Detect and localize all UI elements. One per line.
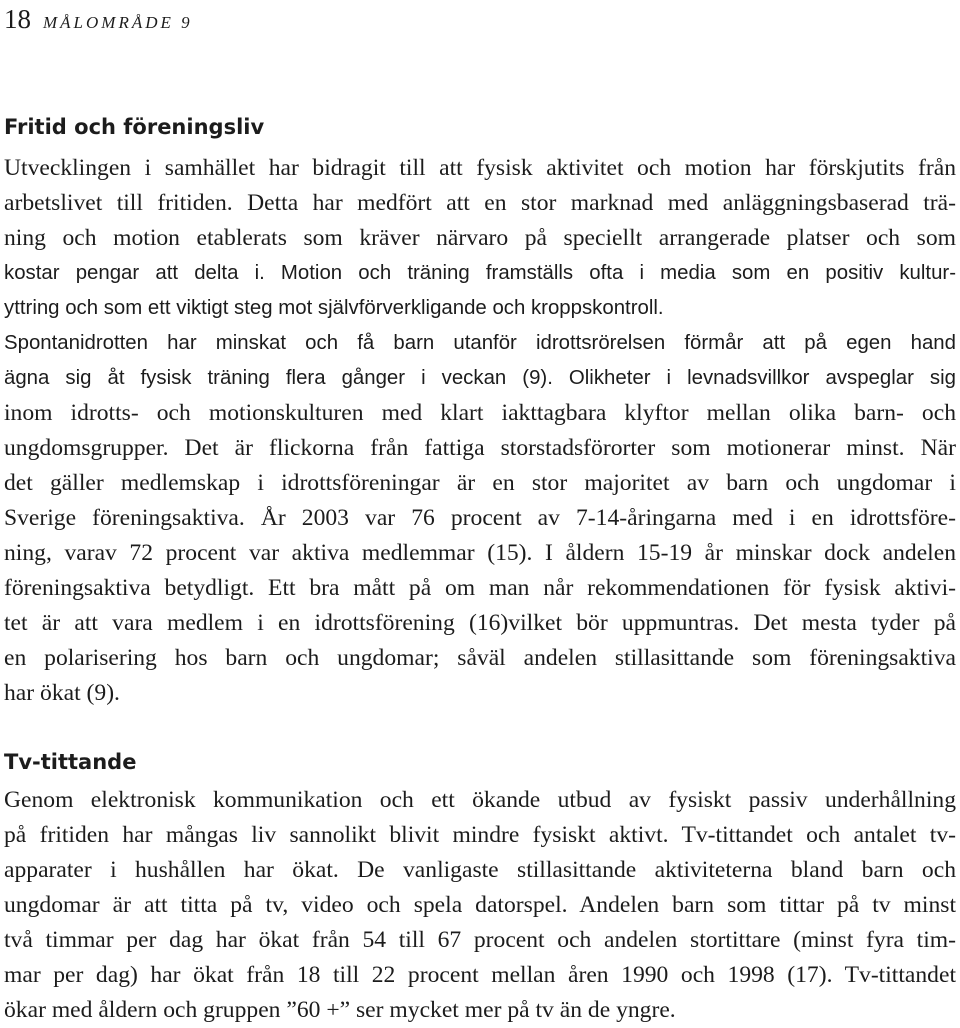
text-line: Sverige föreningsaktiva. År 2003 var 76 procent av 7-14-åringarna med i en idrottsföre-: [4, 505, 956, 531]
text-line: ning, varav 72 procent var aktiva medlemmar (15). I åldern 15-19 år minskar dock andelen: [4, 540, 956, 566]
text-line: tet är att vara medlem i en idrottsförening (16)vilket bör uppmuntras. Det mesta tyder på: [4, 610, 956, 636]
text-line: ungdomar är att titta på tv, video och spela datorspel. Andelen barn som tittar på tv minst: [4, 892, 956, 918]
text-line: Spontanidrotten har minskat och få barn utanför idrottsrörelsen förmår att på egen hand: [4, 332, 956, 354]
text-line: det gäller medlemskap i idrottsföreningar är en stor majoritet av barn och ungdomar i: [4, 470, 956, 496]
text-line: ning och motion etablerats som kräver närvaro på speciellt arrangerade platser och som: [4, 225, 956, 251]
text-line: Genom elektronisk kommunikation och ett ökande utbud av fysiskt passiv underhållning: [4, 787, 956, 813]
text-line: arbetslivet till fritiden. Detta har medfört att en stor marknad med anläggningsbaserad trä-: [4, 190, 956, 216]
text-line: inom idrotts- och motionskulturen med klart iakttagbara klyftor mellan olika barn- och: [4, 400, 956, 426]
text-line: kostar pengar att delta i. Motion och träning framställs ofta i media som en positiv kultur-: [4, 262, 956, 284]
text-line: en polarisering hos barn och ungdomar; såväl andelen stillasittande som föreningsaktiva: [4, 645, 956, 671]
text-line: föreningsaktiva betydligt. Ett bra mått på om man når rekommendationen för fysisk aktivi-: [4, 575, 956, 601]
running-title: MÅLOMRÅDE 9: [43, 13, 193, 32]
text-line: ägna sig åt fysisk träning flera gånger i veckan (9). Olikheter i levnadsvillkor avspeglar sig: [4, 367, 956, 389]
text-line: har ökat (9).: [4, 680, 120, 706]
text-line: mar per dag) har ökat från 18 till 22 procent mellan åren 1990 och 1998 (17). Tv-tittandet: [4, 962, 956, 988]
section-heading-fritid: Fritid och föreningsliv: [4, 115, 265, 139]
text-line: yttring och som ett viktigt steg mot självförverkligande och kroppskontroll.: [4, 297, 664, 319]
text-line: på fritiden har mångas liv sannolikt blivit mindre fysiskt aktivt. Tv-tittandet och antalet tv-: [4, 822, 956, 848]
text-line: Utvecklingen i samhället har bidragit till att fysisk aktivitet och motion har förskjutits från: [4, 155, 956, 181]
text-line: apparater i hushållen har ökat. De vanligaste stillasittande aktiviteterna bland barn och: [4, 857, 956, 883]
text-line: ungdomsgrupper. Det är flickorna från fattiga storstadsförorter som motionerar minst. När: [4, 435, 956, 461]
body-section-tv: [4, 783, 956, 1028]
body-section-fritid: [4, 151, 956, 711]
text-line: ökar med åldern och gruppen ”60 +” ser mycket mer på tv än de yngre.: [4, 997, 676, 1023]
section-heading-tv: Tv-tittande: [4, 750, 137, 774]
text-line: två timmar per dag har ökat från 54 till 67 procent och andelen stortittare (minst fyra tim-: [4, 927, 956, 953]
page-header: [4, 4, 193, 38]
page-number: 18: [4, 4, 31, 34]
